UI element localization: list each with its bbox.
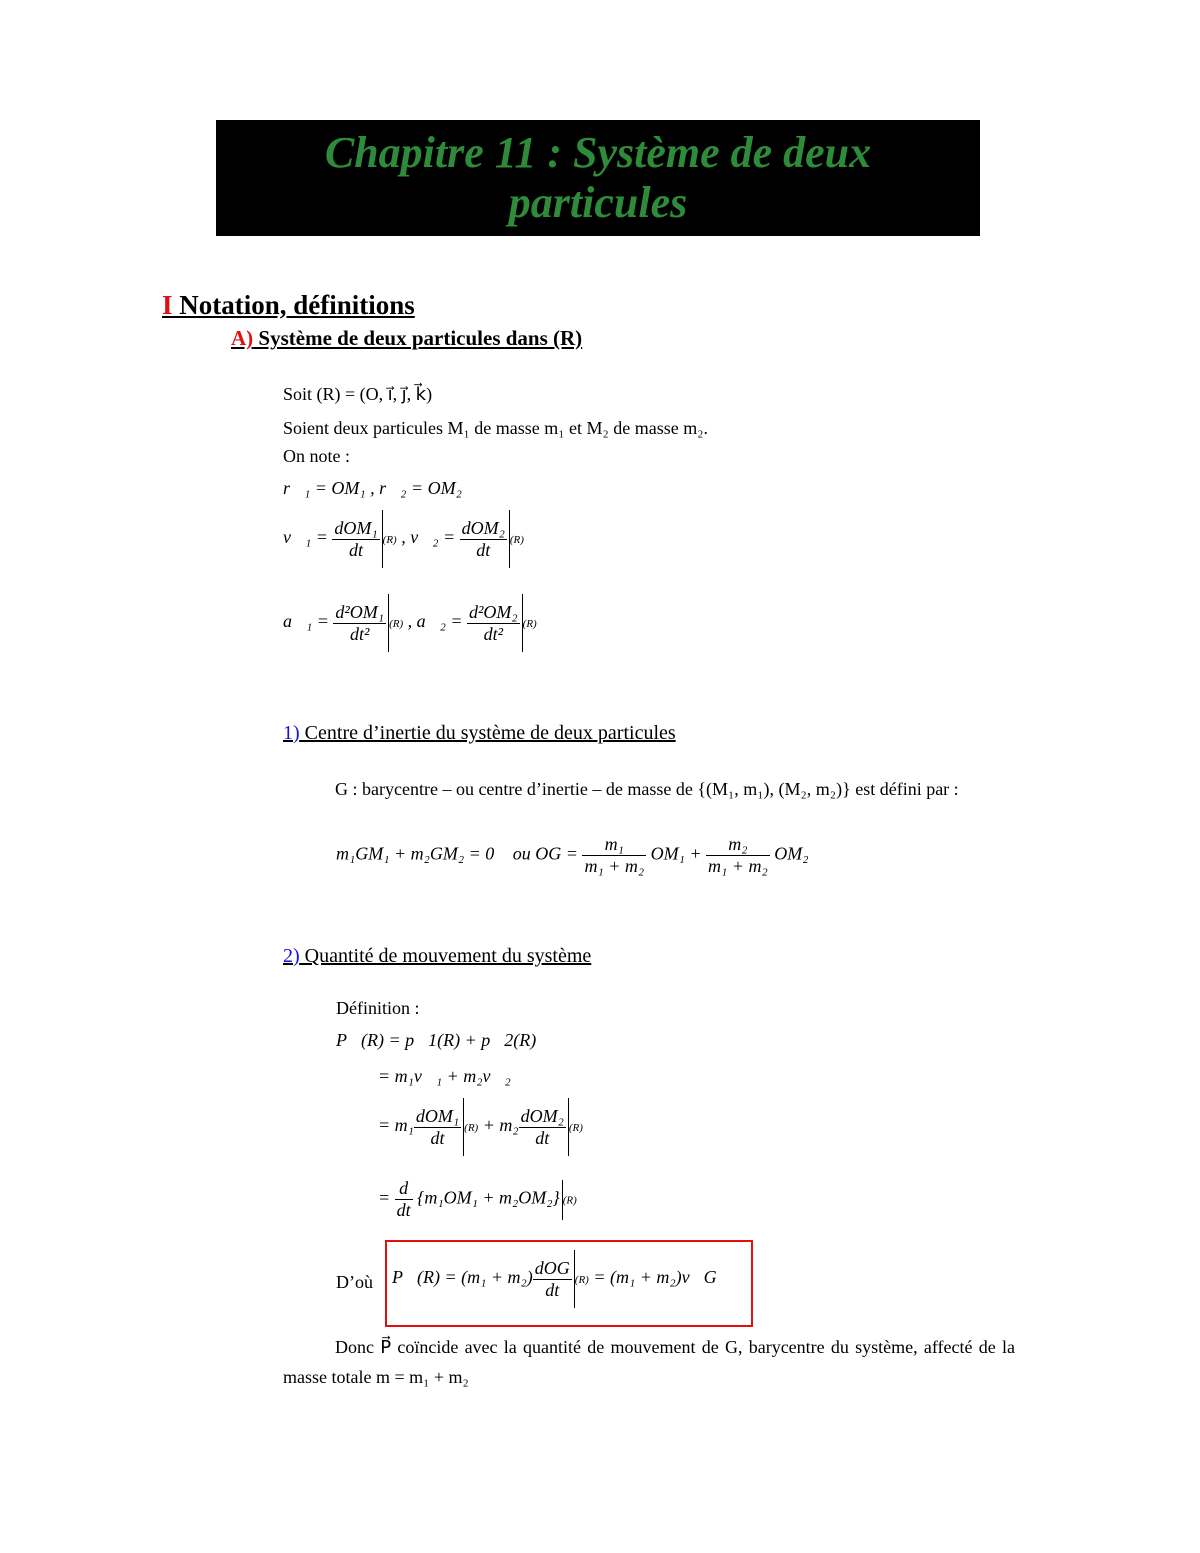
frame-definition: Soit (R) = (O, i⃗, j⃗, k⃗): [283, 384, 433, 404]
m2-coeff: + m₂: [482, 1115, 519, 1136]
ratio1-denominator: m₁ + m₂: [584, 856, 645, 876]
v1-lhs: v⃗₁ =: [283, 527, 328, 548]
acceleration-equation: [283, 594, 537, 664]
subheading-label: Quantité de mouvement du système: [299, 945, 592, 967]
momentum-line-3: [378, 1098, 583, 1168]
chapter-title-line2: particules: [508, 178, 688, 227]
dog-denominator: dt: [545, 1279, 560, 1300]
dom1-fraction: [414, 1106, 461, 1149]
mass-ratio-2: [706, 834, 770, 877]
a2-lhs: , a⃗₂ =: [407, 611, 463, 632]
v1-fraction: [332, 518, 379, 561]
a1-numerator: d²OM₁: [335, 601, 385, 622]
v2-denominator: dt: [476, 539, 491, 560]
velocity-equation: [283, 510, 524, 580]
mass-ratio-1: [582, 834, 646, 877]
frame-subscript: (R): [562, 1194, 577, 1207]
d-dt-operator: [395, 1178, 413, 1221]
frame-subscript: (R): [464, 1122, 479, 1135]
section-heading-I: [162, 290, 415, 321]
dom2-denominator: dt: [535, 1127, 550, 1148]
barycentre-equation: [336, 834, 808, 890]
dog-fraction: [533, 1258, 572, 1301]
section-number: I: [162, 290, 173, 320]
frame-subscript: (R): [509, 534, 524, 547]
om1-term: OM₁ +: [650, 843, 702, 864]
dom2-fraction: [519, 1106, 566, 1149]
section-label: Notation, définitions: [172, 290, 415, 320]
therefore-label: D’où: [336, 1272, 373, 1292]
om2-term: OM₂: [774, 843, 809, 864]
subheading-number: 1): [283, 722, 300, 744]
subsection-number: A): [231, 326, 254, 350]
ratio1-numerator: m₁: [582, 834, 646, 856]
definition-label: Définition :: [336, 998, 420, 1018]
conclusion-text: Donc P⃗ coïncide avec la quantité de mouvement de G, barycentre du système, affecté de la masse totale m = m₁ + m₂: [283, 1337, 1015, 1387]
position-vectors: r⃗₁ = OM₁ , r⃗₂ = OM₂: [283, 478, 462, 498]
v2-fraction: [460, 518, 507, 561]
ratio2-denominator: m₁ + m₂: [708, 856, 768, 876]
momentum-line-4: [378, 1178, 577, 1238]
frame-subscript: (R): [568, 1122, 583, 1135]
equals-sign: =: [378, 1187, 391, 1208]
dom1-numerator: dOM₁: [415, 1105, 460, 1126]
subheading-2: [283, 945, 591, 968]
dom1-denominator: dt: [430, 1127, 445, 1148]
frame-subscript: (R): [522, 618, 537, 631]
dt-denominator: dt: [396, 1200, 411, 1220]
particles-definition: Soient deux particules M₁ de masse m₁ et M₂ de masse m₂.: [283, 418, 709, 438]
a2-numerator: d²OM₂: [469, 601, 518, 622]
chapter-title-box: [216, 120, 980, 236]
boxed-result: [392, 1250, 717, 1320]
momentum-line-1: P⃗(R) = p⃗1(R) + p⃗2(R): [336, 1030, 537, 1050]
subheading-1: [283, 722, 676, 745]
v2-numerator: dOM₂: [461, 517, 505, 538]
subheading-number: 2): [283, 945, 300, 967]
d-numerator: d: [395, 1178, 413, 1200]
a1-lhs: a⃗₁ =: [283, 611, 329, 632]
a2-denominator: dt²: [483, 623, 504, 644]
dog-numerator: dOG: [534, 1257, 570, 1278]
barycentre-eq-left: m₁GM₁ + m₂GM₂ = 0⃗ ou OG =: [336, 843, 578, 864]
barycentre-definition: G : barycentre – ou centre d’inertie – de masse de {(M₁, m₁), (M₂, m₂)} est défini par :: [335, 779, 959, 799]
v1-denominator: dt: [349, 539, 364, 560]
ratio2-numerator: m₂: [706, 834, 770, 856]
frame-subscript: (R): [382, 534, 397, 547]
subsection-label: Système de deux particules dans (R): [253, 326, 583, 350]
frame-subscript: (R): [574, 1274, 589, 1287]
boxed-lhs: P⃗(R) = (m₁ + m₂): [392, 1267, 533, 1288]
subheading-label: Centre d’inertie du système de deux particules: [299, 722, 676, 744]
notation-intro: On note :: [283, 446, 350, 466]
a1-denominator: dt²: [350, 623, 370, 644]
dom2-numerator: dOM₂: [520, 1105, 564, 1126]
subsection-heading-A: [231, 326, 582, 351]
momentum-line-2: = m₁v⃗₁ + m₂v⃗₂: [378, 1066, 511, 1086]
a2-fraction: [467, 602, 520, 645]
v2-lhs: , v⃗₂ =: [401, 527, 456, 548]
a1-fraction: [333, 602, 386, 645]
frame-subscript: (R): [389, 618, 404, 631]
mass-sum-term: {m₁OM₁ + m₂OM₂}: [417, 1187, 560, 1208]
boxed-rhs: = (m₁ + m₂)v⃗G: [593, 1267, 717, 1288]
m1-coeff: = m₁: [378, 1115, 414, 1136]
v1-numerator: dOM₁: [334, 517, 378, 538]
chapter-title-line1: Chapitre 11 : Système de deux: [324, 128, 872, 177]
